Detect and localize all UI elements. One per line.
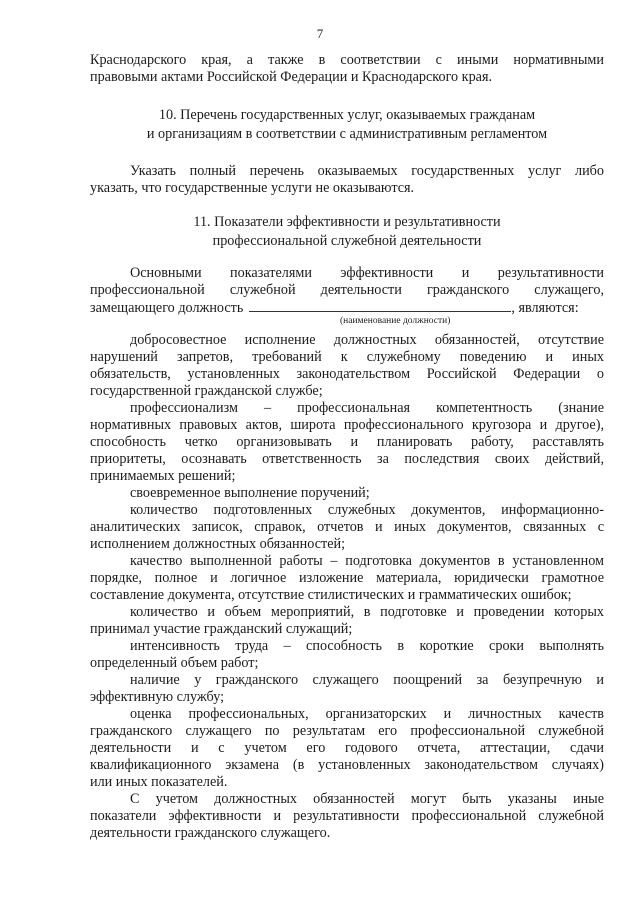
text-line: принимал участие гражданский служащий; — [90, 621, 353, 637]
text-line: указать, что государственные услуги не оказываются. — [90, 180, 415, 196]
text-line: принимаемых решений; — [90, 468, 236, 484]
text-line: добросовестное исполнение должностных обязанностей, отсутствие — [130, 332, 604, 348]
indicator-paragraph — [90, 553, 604, 604]
section-11-heading — [90, 213, 604, 251]
indicator-paragraph — [90, 672, 604, 706]
text-line: количество подготовленных служебных документов, информационно- — [130, 502, 604, 518]
text-line: , являются: — [511, 300, 579, 316]
text-line: интенсивность труда – способность в короткие сроки выполнять — [130, 638, 604, 654]
indicators-list — [90, 332, 604, 842]
text-line: квалификационного экзамена (в установленных законодательством случаях) — [90, 757, 604, 773]
text-line: составление документа, отсутствие стилистических и грамматических ошибок; — [90, 587, 572, 603]
position-caption: (наименование должности) — [340, 316, 451, 326]
text-line: Указать полный перечень оказываемых государственных услуг либо — [130, 163, 604, 179]
text-line: качество выполненной работы – подготовка документов в установленном — [130, 553, 604, 569]
text-line: деятельности гражданского служащего. — [90, 825, 331, 841]
section-10-heading — [90, 106, 604, 144]
text-line: обязательств, установленных законодательством Российской Федерации о — [90, 366, 604, 382]
text-line: наличие у гражданского служащего поощрений за безупречную и — [130, 672, 604, 688]
text-line: способность четко организовывать и планировать работу, расставлять — [90, 434, 604, 450]
indicator-paragraph — [90, 502, 604, 553]
indicator-paragraph — [90, 638, 604, 672]
heading-line: 11. Показатели эффективности и результативности — [193, 214, 501, 230]
text-line: оценка профессиональных, организаторских и личностных качеств — [130, 706, 604, 722]
text-line: нарушений запретов, требований к служебному поведению и иных — [90, 349, 604, 365]
heading-line: профессиональной служебной деятельности — [212, 233, 482, 249]
text-line: или иных показателей. — [90, 774, 228, 790]
text-line: замещающего должность — [90, 300, 244, 316]
indicator-paragraph — [90, 485, 604, 502]
text-line: профессиональной служебной деятельности гражданского служащего, — [90, 282, 604, 298]
indicator-paragraph — [90, 706, 604, 791]
heading-line: и организациям в соответствии с административным регламентом — [146, 126, 548, 142]
intro-paragraph — [90, 52, 604, 86]
text-line: правовыми актами Российской Федерации и Краснодарского края. — [90, 69, 493, 85]
text-line: С учетом должностных обязанностей могут быть указаны иные — [130, 791, 604, 807]
text-line: своевременное выполнение поручений; — [130, 485, 370, 501]
text-line: показатели эффективности и результативности профессиональной служебной — [90, 808, 604, 824]
text-line: государственной гражданской службе; — [90, 383, 323, 399]
indicator-paragraph — [90, 400, 604, 485]
text-line: аналитических записок, справок, отчетов и иных документов, связанных с — [90, 519, 604, 535]
text-line: Основными показателями эффективности и результативности — [130, 265, 604, 281]
text-line: нормативных правовых актов, широта профессионального кругозора и другое), — [90, 417, 604, 433]
indicator-paragraph — [90, 791, 604, 842]
text-line: определенный объем работ; — [90, 655, 259, 671]
text-line: гражданского служащего по результатам его профессиональной служебной — [90, 723, 604, 739]
text-line: профессионализм – профессиональная компетентность (знание — [130, 400, 604, 416]
indicator-paragraph — [90, 332, 604, 400]
indicator-paragraph — [90, 604, 604, 638]
text-line: эффективную службу; — [90, 689, 225, 705]
text-line: исполнением должностных обязанностей; — [90, 536, 346, 552]
text-line: Краснодарского края, а также в соответствии с иными нормативными — [90, 52, 604, 68]
text-line: порядке, полное и логичное изложение материала, юридически грамотное — [90, 570, 604, 586]
heading-line: 10. Перечень государственных услуг, оказываемых гражданам — [158, 107, 536, 123]
position-line — [90, 299, 604, 317]
text-line: количество и объем мероприятий, в подготовке и проведении которых — [130, 604, 604, 620]
text-line: приоритеты, осознавать ответственность за последствия своих действий, — [90, 451, 604, 467]
page-number: 7 — [316, 26, 324, 41]
text-line: деятельности и с учетом его годового отчета, аттестации, сдачи — [90, 740, 604, 756]
section-10-paragraph — [90, 163, 604, 197]
position-blank-field — [249, 299, 511, 312]
section-11-intro — [90, 265, 604, 299]
